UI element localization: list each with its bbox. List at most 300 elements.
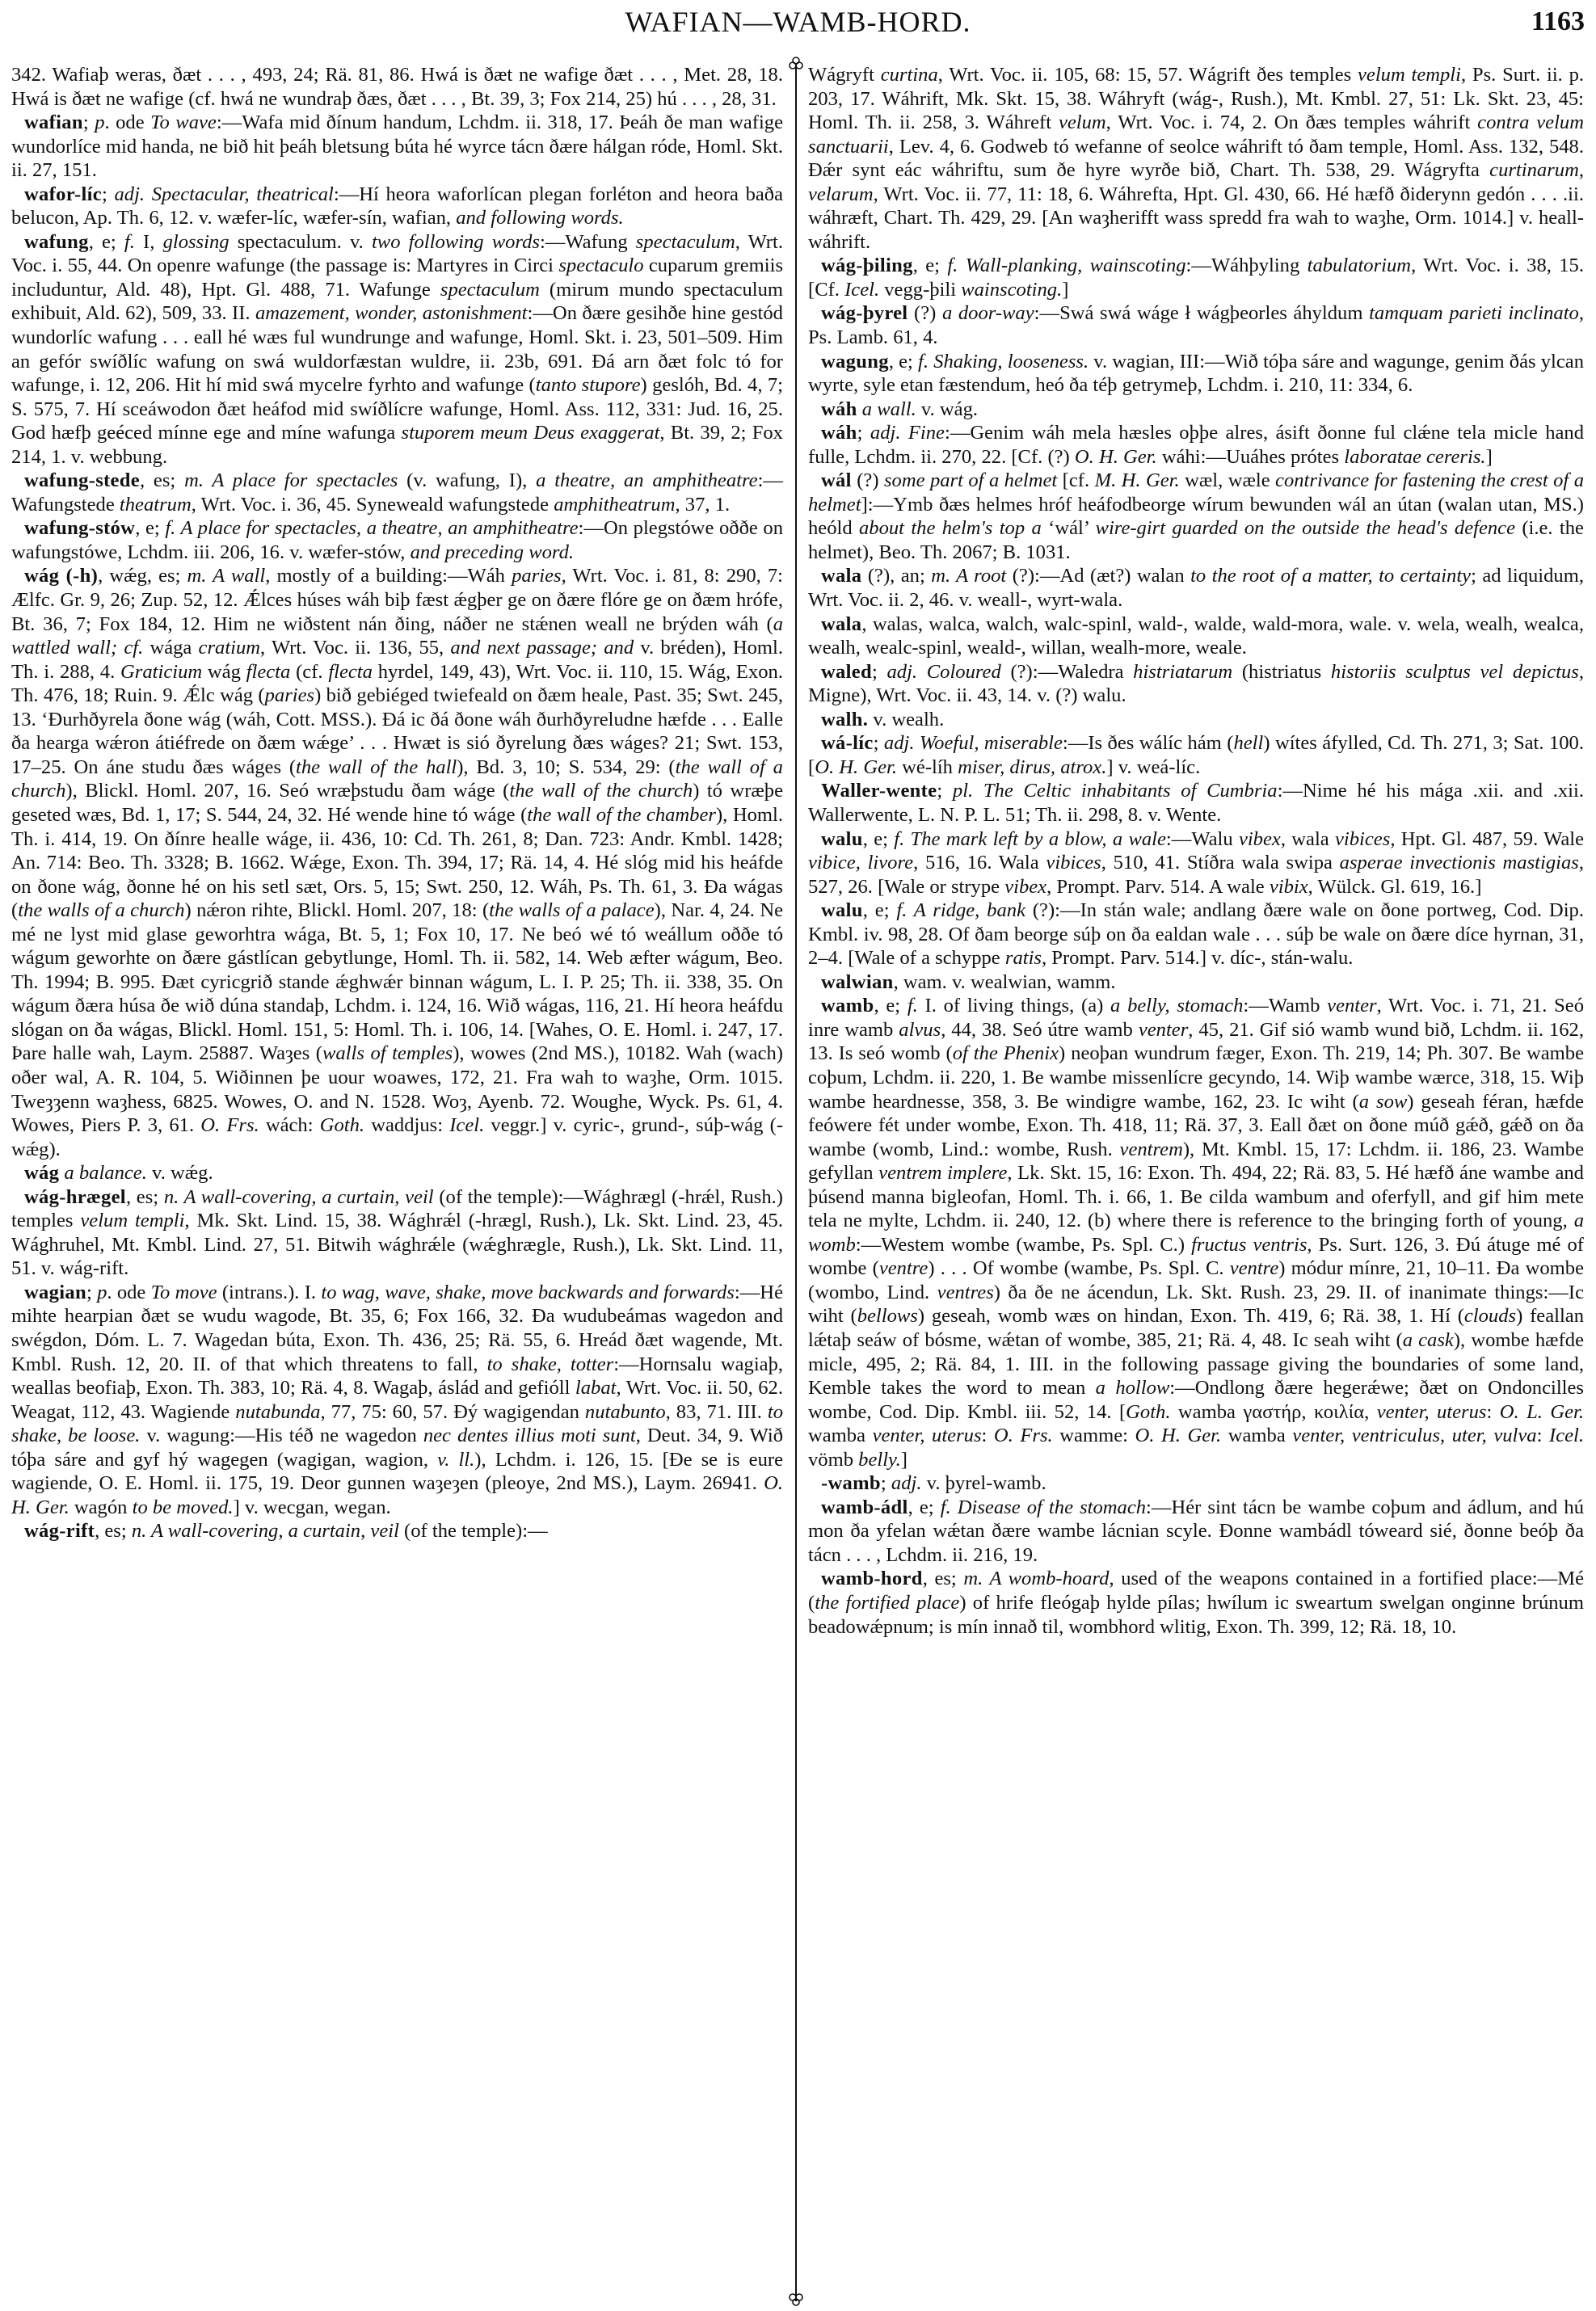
entry-text: ), wombe hæfde micle, 495, 2; Rä. 84, 1. III. in the following passage giving the boundaries of some land, Kemble takes the word to mean — [808, 1328, 1584, 1400]
italic-gloss: the wall of the chamber — [527, 803, 716, 826]
italic-gloss: ventrem implere — [878, 1162, 1008, 1185]
entry-text: , es; — [922, 1568, 964, 1590]
entry-text: ) ða ðe ne ácendun, Lk. Skt. Rush. 23, 29. II. of inanimate things:—Ic wiht ( — [808, 1281, 1584, 1328]
italic-gloss: cratium — [198, 637, 261, 659]
entry-text: , Wrt. Voc. ii. 77, 11: 18, 6. Wáhrefta, Hpt. Gl. 430, 66. Hé hæfð ðiderynn gedón . . . .ii. wáhræft, Chart. Th. 429, 29. [An waȝherifft wass spredd fra wah to waȝhe, Orm. 1014.] v. heall-wáhrift. — [808, 183, 1584, 253]
headword: wál — [821, 469, 852, 492]
italic-gloss: asperae invectionis mastigias — [1339, 852, 1579, 874]
entry-text: wamba — [808, 1425, 873, 1447]
italic-gloss: to be moved. — [132, 1496, 234, 1518]
dictionary-entry — [11, 111, 783, 183]
entry-text: , Lk. Skt. 15, 16: Exon. Th. 494, 22; Rä. 83, 5. Hé hæfð áne wambe and þúsend manna bigleofan, Homl. Th. i. 66, 1. Be cilda wambum and oferfyll, and gif him mete tela ne mylte, Lchdm. ii. 240, 12. (b) where there is reference to the bringing forth of young, — [808, 1162, 1584, 1232]
entry-text: v. þyrel-wamb. — [921, 1472, 1046, 1495]
entry-text: v. wagian, III:—Wið tóþa sáre and wagunge, genim ðás ylcan wyrte, syle etan fæstendum, heó ða téþ getrymeþ, Lchdm. i. 210, 11: 334, 6. — [808, 350, 1584, 397]
entry-text: , 77, 75: 60, 57. Ðý wagigendan — [320, 1400, 585, 1423]
headword: wamb — [821, 995, 874, 1017]
italic-gloss: and next passage; and — [450, 637, 634, 659]
entry-text: I. of living things, (a) — [917, 995, 1111, 1017]
entry-text: ] — [1062, 278, 1069, 301]
entry-text: ), wowes (2nd MS.), 10182. Wah (wach) oðer wal, A. R. 104, 5. Wiðinnen þe uour woawes, 172, 21. Fra wah to waȝhe, Orm. 1015. Tweȝȝenn waȝhess, 6825. Wowes, O. and N. 1528. Woȝ, Ayenb. 72. Woughe, Wyck. Ps. 61, 4. Wowes, Piers P. 3, 61. — [11, 1042, 783, 1137]
headword: wág-þiling — [821, 255, 913, 277]
italic-gloss: vibice, livore — [808, 852, 914, 874]
italic-gloss: Graticium — [120, 660, 203, 683]
italic-gloss: curtinarum, velarum — [808, 159, 1584, 205]
dictionary-entry — [808, 899, 1584, 970]
entry-text: v. wǽg. — [146, 1162, 213, 1185]
italic-gloss: venter, ventriculus, uter, vulva — [1292, 1425, 1537, 1447]
italic-gloss: tamquam parieti inclinato — [1369, 302, 1579, 325]
entry-text: ) . . . Of wombe (wambe, Ps. Spl. C. — [928, 1257, 1230, 1280]
entry-text: , 510, 41. Stíðra wala swipa — [1101, 852, 1340, 874]
entry-text: :—On ðære gesihðe hine gestód wundorlíc wafung . . . eall hé wæs ful wundrunge and wafunge, Homl. Skt. i. 23, 501–509. Him an gefór swíðlíc wafung on swá wuldorfæstan wuldre, ii. 23b, 691. Ðá arn ðæt folc tó for wafunge, i. 12, 206. Hit hí mid swá mycelre fyrhto and wafunge ( — [11, 302, 783, 397]
entry-text: (of the temple):—Wághrægl (-hrǽl, Rush.) temples — [11, 1185, 783, 1232]
entry-text: wách: — [259, 1114, 320, 1137]
entry-text: , Ps. Lamb. 61, 4. — [808, 302, 1585, 349]
entry-text: ), Lchdm. i. 126, 15. [Ðe se is eure wagiende, O. E. Homl. ii. 175, 19. Deor gunnen waȝeȝen (pleoye, 2nd MS.), Laym. 26941. — [11, 1448, 783, 1495]
dictionary-entry — [808, 469, 1584, 564]
entry-text: Wágryft — [808, 64, 881, 86]
italic-gloss: paries — [264, 684, 315, 707]
entry-text: wága — [143, 637, 199, 659]
italic-gloss: the walls of a palace — [489, 899, 655, 922]
italic-gloss: vibices — [1335, 827, 1391, 850]
headword: walu — [821, 827, 863, 850]
entry-text: : — [981, 1425, 994, 1447]
headword: wág-hrægel — [24, 1185, 126, 1208]
italic-gloss: O. H. Ger. — [1074, 445, 1157, 468]
italic-gloss: M. H. Ger. — [1094, 469, 1180, 492]
italic-gloss: wire-girt guarded on the outside the head's defence — [1095, 517, 1515, 540]
entry-text: ), Blickl. Homl. 207, 16. Seó wræþstudu ðam wáge ( — [65, 780, 510, 802]
entry-text: ), Homl. Th. i. 414, 19. On ðínre healle wáge, ii. 436, 10: Cd. Th. 261, 8; Dan. 723: Andr. Kmbl. 1428; An. 714: Beo. Th. 3328; B. 1662. Wǽge, Exon. Th. 394, 17; Rä. 14, 4. Hé slóg mid his heáfde on ðone wág, ðonne hé on his setl sæt, Ors. 5, 15; Swt. 250, 12. Wáh, Ps. Th. 61, 3. Ða wágas ( — [11, 803, 783, 922]
headword: wág-rift — [24, 1520, 95, 1543]
italic-gloss: O. L. Ger. — [1499, 1400, 1585, 1423]
entry-text: ‘wál’ — [1041, 517, 1096, 540]
italic-gloss: about the helm's top a — [858, 517, 1042, 540]
italic-gloss: a balance. — [64, 1162, 147, 1185]
italic-gloss: miser, dirus, atrox. — [958, 756, 1107, 778]
headword: wala — [821, 612, 862, 635]
italic-gloss: m. A womb-hoard — [963, 1568, 1110, 1590]
entry-text: , e; — [88, 230, 124, 253]
entry-text: (intrans.). I. — [217, 1281, 322, 1303]
entry-text: (of the temple):— — [398, 1520, 548, 1543]
entry-text: (cf. — [290, 660, 329, 683]
entry-text: ) neoþan wundrum fæger, Exon. Th. 219, 14; Ph. 307. Be wambe coþum, Lchdm. ii. 220, 1. Be wambe missenlícre gecyndo, 14. Wiþ wambe wærce, 318, 15. Wiþ wambe heardnesse, 358, 3. Be windigre wambe, 162, 23. Ic wiht ( — [808, 1042, 1584, 1113]
running-head: WAFIAN—WAMB-HORD. — [625, 6, 971, 38]
italic-gloss: m. A wall — [187, 565, 266, 587]
dictionary-entry — [808, 1567, 1584, 1639]
italic-gloss: historiis sculptus vel depictus — [1330, 660, 1579, 683]
italic-gloss: f. A place for spectacles, a theatre, an amphitheatre — [165, 517, 579, 540]
entry-continuation — [808, 63, 1584, 254]
entry-text: 342. Wafiaþ weras, ðæt . . . , 493, 24; Rä. 81, 86. Hwá is ðæt ne wafige ðæt . . . , Met. 28, 18. Hwá is ðæt ne wafige (cf. hwá ne wundraþ ðæs, ðæt . . . , Bt. 39, 3; Fox 214, 25) hú . . . , 28, 31. — [11, 64, 783, 110]
entry-text: ) módur mínre, 21, 10–11. Ða wombe (wombo, Lind. — [808, 1257, 1584, 1303]
dictionary-entry — [808, 1471, 1584, 1496]
entry-text: , Hpt. Gl. 487, 59. Wale — [1390, 827, 1584, 850]
entry-text: :—Hér sint tácn be wambe coþum and ádlum, and hú mon ða yfelan wǽtan ðære wambe lácnian scyle. Ðonne wambádl tóweard sié, ðonne beóþ ða tácn . . . , Lchdm. ii. 216, 19. — [808, 1496, 1585, 1566]
italic-gloss: curtina — [880, 64, 938, 86]
entry-text: :—Westem wombe (wambe, Ps. Spl. C.) — [855, 1233, 1192, 1256]
italic-gloss: n. A wall-covering, a curtain, veil — [131, 1520, 399, 1543]
italic-gloss: flecta — [246, 660, 291, 683]
italic-gloss: vibices — [1046, 852, 1101, 874]
entry-text: , e; — [135, 517, 166, 540]
entry-continuation — [11, 63, 783, 111]
entry-text: , 83, 71. III. — [665, 1400, 768, 1423]
dictionary-entry — [11, 564, 783, 1161]
entry-text: ) feallan lǽtaþ seáw of bósme, wǽtan of wombe, 385, 21; Rä. 4, 48. Ic seah wiht ( — [808, 1305, 1584, 1351]
italic-gloss: a wall. — [861, 398, 916, 420]
italic-gloss: nutabunto — [584, 1400, 666, 1423]
entry-text: , Wrt. Voc. ii. 105, 68: 15, 57. Wágrift ðes temples — [937, 64, 1358, 86]
entry-text: :—Wamb — [1243, 995, 1328, 1017]
italic-gloss: adj. Fine — [870, 422, 945, 444]
entry-text: , used of the weapons contained in a fortified place:—Mé ( — [808, 1568, 1585, 1614]
italic-gloss: fructus ventris — [1191, 1233, 1308, 1256]
italic-gloss: f. — [124, 230, 135, 253]
entry-text: wág — [202, 660, 246, 683]
italic-gloss: belly. — [858, 1448, 901, 1471]
entry-text: , es; — [139, 469, 185, 492]
headword: wafor-líc — [24, 183, 103, 205]
entry-text: :—Hí heora waforlícan plegan forléton and heora baða belucon, Ap. Th. 6, 12. v. wæfer-líc, wæfer-sín, wafian, — [11, 183, 784, 229]
entry-text: , Wrt. Voc. i. 71, 21. Seó inre wamb — [808, 995, 1585, 1041]
headword: wagian — [24, 1281, 86, 1303]
entry-text: :—Is ðes wálíc hám ( — [1062, 732, 1234, 755]
italic-gloss: O. H. Ger. — [815, 756, 897, 778]
headword: wág (-h) — [24, 565, 99, 587]
entry-text: , Bt. 39, 2; Fox 214, 1. v. webbung. — [11, 422, 783, 468]
entry-text: wamme: — [1052, 1425, 1135, 1447]
entry-text: ; ad liquidum, Wrt. Voc. ii. 2, 46. v. weall-, wyrt-wala. — [808, 565, 1584, 612]
dictionary-entry — [11, 1161, 783, 1185]
entry-text: ; — [873, 732, 884, 755]
entry-text: , Wrt. Voc. i. 55, 44. On openre wafunge (the passage is: Martyres in Circi — [11, 230, 783, 277]
entry-text: , Prompt. Parv. 514. A wale — [1046, 875, 1270, 898]
italic-gloss: a hollow — [1095, 1377, 1170, 1400]
italic-gloss: contra velum sanctuarii — [808, 112, 1584, 158]
entry-text: ), Bd. 3, 10; S. 534, 29: ( — [457, 756, 676, 778]
entry-text: ; — [880, 1472, 891, 1495]
italic-gloss: ratis — [1004, 947, 1042, 970]
italic-gloss: adj. Coloured — [886, 660, 1001, 683]
dictionary-entry — [808, 970, 1584, 995]
italic-gloss: nec dentes illius moti sunt — [423, 1425, 636, 1447]
italic-gloss: p — [95, 112, 105, 134]
entry-text: , Wrt. Voc. i. 38, 15. [Cf. — [808, 255, 1584, 301]
entry-text: ; — [102, 183, 115, 205]
dictionary-entry — [808, 708, 1584, 732]
entry-text: , wǽg, es; — [98, 565, 187, 587]
headword: wág-þyrel — [821, 302, 908, 325]
dictionary-entry — [11, 1281, 783, 1519]
italic-gloss: a theatre, an amphitheatre — [536, 469, 758, 492]
italic-gloss: of the Phenix — [952, 1042, 1059, 1065]
italic-gloss: f. Shaking, looseness. — [918, 350, 1089, 373]
entry-text: ] v. weá-líc. — [1106, 756, 1201, 778]
italic-gloss: Goth. — [319, 1114, 365, 1137]
italic-gloss: ventrem — [1119, 1138, 1183, 1160]
italic-gloss: m. A place for spectacles — [184, 469, 398, 492]
entry-text: (i.e. the helmet), Beo. Th. 2067; B. 1031. — [808, 517, 1584, 563]
italic-gloss: p — [97, 1281, 107, 1303]
entry-text: , Ps. Surt. ii. p. 203, 17. Wáhrift, Mk. Skt. 15, 38. Wáhryft (wág-, Rush.), Mt. Kmbl. 27, 51: Lk. Skt. 23, 45: Homl. Th. ii. 258, 3. Wáhreft — [808, 64, 1585, 134]
entry-text: , Wülck. Gl. 619, 16.] — [1308, 875, 1482, 898]
headword: wafung — [24, 230, 89, 253]
italic-gloss: some part of a helmet — [883, 469, 1058, 492]
entry-text: wæl, wæle — [1179, 469, 1276, 492]
italic-gloss: vibix — [1269, 875, 1308, 898]
dictionary-entry — [808, 398, 1584, 422]
headword: -wamb — [821, 1472, 881, 1495]
entry-text: , es; — [125, 1185, 164, 1208]
divider-ornament-top-icon — [787, 57, 805, 74]
italic-gloss: adj. Spectacular, theatrical — [114, 183, 334, 205]
italic-gloss: velum — [1058, 112, 1106, 134]
italic-gloss: To move — [150, 1281, 217, 1303]
entry-text: . ode — [104, 112, 151, 134]
italic-gloss: alvus — [899, 1018, 941, 1041]
italic-gloss: to wag, wave, shake, move backwards and forwards — [321, 1281, 735, 1303]
page-header — [0, 0, 1596, 48]
entry-text: v. bréden), Homl. Th. i. 288, 4. — [11, 637, 783, 683]
column-divider — [795, 63, 797, 2301]
italic-gloss: ventre — [878, 1257, 929, 1280]
dictionary-entry — [11, 1185, 783, 1281]
italic-gloss: spectaculum — [440, 278, 540, 301]
entry-text: (histriatus — [1232, 660, 1331, 683]
entry-text: (v. wafung, I), — [398, 469, 537, 492]
italic-gloss: nutabunda — [235, 1400, 321, 1423]
entry-text: , mostly of a building:—Wáh — [265, 565, 512, 587]
entry-text: :—Nime hé his mága .xii. and .xii. Wallerwente, L. N. P. L. 51; Th. ii. 298, 8. v. Wente. — [808, 780, 1584, 826]
italic-gloss: a belly, stomach — [1110, 995, 1244, 1017]
italic-gloss: venter, uterus — [1376, 1400, 1487, 1423]
entry-text: :—Genim wáh mela hæsles oþþe alres, ásift ðonne ful clǽne tela micle hand fulle, Lchdm. ii. 270, 22. [Cf. (?) — [808, 422, 1585, 468]
italic-gloss: To wave — [150, 112, 217, 134]
italic-gloss: adj. Woeful, miserable — [883, 732, 1063, 755]
italic-gloss: and following words. — [456, 207, 624, 229]
italic-gloss: O. H. Ger. — [1135, 1425, 1222, 1447]
italic-gloss: ventre — [1229, 1257, 1279, 1280]
italic-gloss: f. Wall-planking, wainscoting — [947, 255, 1186, 277]
entry-text: , Wrt. Voc. i. 81, 8: 290, 7: Ælfc. Gr. 9, 26; Zup. 52, 12. Ǽlces húses wáh biþ fæst ǽgþer ge on ðære flóre ge on ðæm hrófe, Bt. 36, 7; Fox 184, 12. Him ne wiðstent nán ðing, náðer ne stǽnen weall ne brýden wáh ( — [11, 565, 784, 635]
italic-gloss: venter — [1327, 995, 1377, 1017]
entry-text: , e; — [888, 350, 919, 373]
headword: wafian — [24, 112, 83, 134]
entry-text: , Wrt. Voc. ii. 50, 62. Weagat, 112, 43. Wagiende — [11, 1377, 783, 1423]
italic-gloss: bellows — [857, 1305, 918, 1328]
entry-text: wagón — [69, 1496, 133, 1518]
headword: wafung-stów — [24, 517, 136, 540]
entry-text: : — [1486, 1400, 1500, 1423]
entry-text: ; — [937, 780, 953, 802]
entry-text: ; — [86, 1281, 98, 1303]
italic-gloss: the fortified place — [815, 1592, 960, 1614]
entry-text: ) geseah féran, hæfde feówere fét under wombe, Exon. Th. 418, 11; Rä. 37, 3. Eall ðæt on ðone múð gǽð, gǽð on ða wambe (womb, Lind.: wombe, Rush. — [808, 1090, 1585, 1160]
dictionary-entry — [808, 994, 1584, 1471]
italic-gloss: the wall of the church — [509, 780, 693, 802]
entry-text: :—Swá swá wáge ł wágþeorles áhyldum — [1034, 302, 1370, 325]
entry-text: (?):—In stán wale; andlang ðære wale on ðone portweg, Cod. Dip. Kmbl. iv. 98, 28. Of ðam beorge súþ on ða ealdan wale . . . súþ be wale on ðære díce hyrnan, 31, 2–4. [Wale of a schyppe — [808, 899, 1584, 970]
headword: waled — [821, 660, 872, 683]
headword: wamb-ádl — [821, 1496, 908, 1518]
dictionary-entry — [808, 254, 1584, 301]
entry-text: ) of hrife fleógaþ hylde pílas; hwílum ic sweartum swelgan onginne brúnum beadowǽpnum; is mín innað til, wombhord wlitig, Exon. Th. 399, 12; Rä. 18, 10. — [808, 1592, 1584, 1638]
headword: wamb-hord — [821, 1568, 923, 1590]
dictionary-entry — [11, 1519, 783, 1543]
dictionary-entry — [808, 731, 1584, 779]
italic-gloss: two following words — [371, 230, 540, 253]
entry-text: , Lev. 4, 6. Godweb tó wefanne of seolce wáhrift tó ðam temple, Homl. Ass. 132, 548. Ðǽr synt eác wáhriftu, sum ðe hyre wyrðe bið, Chart. Th. 538, 29. Wágryfta — [808, 135, 1584, 182]
entry-text: (?), an; — [861, 565, 932, 587]
headword: wág — [24, 1162, 60, 1185]
entry-text: , e; — [862, 827, 895, 850]
italic-gloss: laboratae cereris. — [1344, 445, 1486, 468]
italic-gloss: Goth. — [1126, 1400, 1171, 1423]
entry-text: :—On plegstówe oððe on wafungstówe, Lchdm. iii. 206, 16. v. wæfer-stów, — [11, 517, 783, 563]
italic-gloss: to shake, be loose. — [11, 1400, 783, 1447]
italic-gloss: a womb — [808, 1210, 1584, 1256]
entry-text: ) nǽron rihte, Blickl. Homl. 207, 18: ( — [184, 899, 490, 922]
entry-text: spectaculum. v. — [229, 230, 372, 253]
headword: Waller-wente — [821, 780, 937, 802]
entry-text: , Ps. Surt. 126, 3. Ðú átuge mé of wombe ( — [808, 1233, 1584, 1280]
dictionary-entry — [808, 564, 1584, 612]
italic-gloss: theatrum — [119, 493, 192, 516]
italic-gloss: vibex — [1238, 827, 1281, 850]
entry-text: ), Nar. 4, 24. Ne mé ne lyst mid glase geworhtra wága, Bt. 5, 1; Fox 10, 17. Ne beó wé tó weállum oððe tó wágum geworhte on ðære gástlícan gebytlunge, Homl. Th. ii. 582, 14. Web æfter wágum, Beo. Th. 1994; B. 995. Ðæt cyricgrið stande ǽghwǽr binnan wágum, L. I. P. 25; Th. ii. 338, 35. On wágum ðæra húsa ðe wið dúna standaþ, Lchdm. i. 124, 16. Wið wágas, 116, 21. Hí heora heáfdu slógan on ða wágas, Blickl. Homl. 151, 5: Homl. Th. i. 106, 14. [Wahes, O. E. Homl. i. 247, 17. Þare halle wah, Laym. 25887. Waȝes ( — [11, 899, 783, 1065]
entry-text: (mirum mundo spectaculum exhibuit, Ald. 62), 509, 33. II. — [11, 278, 784, 325]
italic-gloss: velum templi — [80, 1210, 185, 1232]
entry-text: [cf. — [1057, 469, 1095, 492]
entry-text: ) geslóh, Bd. 4, 7; S. 575, 7. Hí sceáwodon ðæt heáfod mid swíðlícre wafunge, Homl. Ass. 112, 331: Jud. 16, 25. God hæfþ geéced mínne ege and míne wafunga — [11, 374, 783, 444]
entry-text: wé-líh — [897, 756, 958, 778]
entry-text: v. wagung:—His téð ne wagedon — [140, 1425, 423, 1447]
italic-gloss: clouds — [1463, 1305, 1517, 1328]
left-column — [11, 63, 783, 1543]
entry-text: :—Hé mihte hearpian ðæt se wudu wagode, Bt. 35, 6; Fox 166, 32. Ða wudubeámas wagedon and swégdon, Dóm. L. 7. Wagedan búta, Exon. Th. 436, 25; Rä. 55, 6. Hreád ðæt wagende, Mt. Kmbl. Rush. 12, 20. II. of that which threatens to fall, — [11, 1281, 783, 1375]
entry-text: ] — [1485, 445, 1493, 468]
italic-gloss: venter — [1138, 1018, 1189, 1041]
entry-text: , 37, 1. — [675, 493, 731, 516]
right-column — [808, 63, 1584, 1639]
entry-text: :—Walu — [1165, 827, 1239, 850]
italic-gloss: and preceding word. — [410, 541, 575, 563]
entry-text: (?) — [907, 302, 942, 325]
headword: wáh — [821, 398, 857, 420]
italic-gloss: the wall of the hall — [296, 756, 457, 778]
headword: wala — [821, 565, 862, 587]
entry-text: , 527, 26. [Wale or strype — [808, 852, 1584, 898]
entry-text: (?) — [851, 469, 884, 492]
entry-text: (?):—Ad (æt?) walan — [1006, 565, 1191, 587]
entry-text: I, — [134, 230, 163, 253]
italic-gloss: f. Disease of the stomach — [940, 1496, 1147, 1518]
entry-text: , 516, 16. Wala — [913, 852, 1046, 874]
italic-gloss: spectaculo — [558, 255, 644, 277]
italic-gloss: labat — [575, 1377, 617, 1400]
entry-text: , e; — [912, 255, 948, 277]
italic-gloss: v. ll. — [437, 1448, 475, 1471]
italic-gloss: hell — [1233, 732, 1264, 755]
headword: walu — [821, 899, 863, 922]
entry-text: :—Hornsalu wagiaþ, weallas beofiaþ, Exon. Th. 383, 10; Rä. 4, 8. Wagaþ, áslád and gefióll — [11, 1353, 784, 1400]
dictionary-entry — [808, 612, 1584, 660]
entry-text: ), Mt. Kmbl. 15, 17: Lchdm. ii. 186, 23. Wambe gefyllan — [808, 1138, 1584, 1185]
italic-gloss: amazement, wonder, astonishment — [255, 302, 528, 325]
italic-gloss: a door-way — [941, 302, 1034, 325]
italic-gloss: pl. The Celtic inhabitants of Cumbria — [952, 780, 1278, 802]
italic-gloss: adj. — [891, 1472, 922, 1495]
italic-gloss: Icel. — [844, 278, 880, 301]
italic-gloss: glossing — [162, 230, 230, 253]
entry-text: vömb — [808, 1448, 859, 1471]
italic-gloss: a sow — [1358, 1090, 1408, 1113]
entry-text: veggr.] v. cyric-, grund-, súþ-wág (-wǽg). — [11, 1114, 784, 1160]
entry-text: ) geseah, womb wæs on hindan, Exon. Th. 419, 6; Rä. 38, 1. Hí ( — [917, 1305, 1464, 1328]
entry-text: ) wítes áfylled, Cd. Th. 271, 3; Sat. 100. [ — [808, 732, 1585, 778]
headword: walh. — [821, 708, 869, 730]
italic-gloss: walls of temples — [322, 1042, 453, 1065]
entry-text: ) tó wræþe geseted wæs, Bd. 1, 17; S. 544, 24, 32. Hé wende hine tó wáge ( — [11, 780, 783, 826]
headword: wá-líc — [821, 732, 874, 755]
entry-text: , Wrt. Voc. i. 36, 45. Syneweald wafungstede — [191, 493, 554, 516]
italic-gloss: wainscoting. — [961, 278, 1063, 301]
entry-text: , Mk. Skt. Lind. 15, 38. Wághrǽl (-hrægl, Rush.), Lk. Skt. Lind. 23, 45. Wághruhel, Mt. Kmbl. Lind. 27, 51. Bitwih wághrǽle (wǽghrægle, Rush.), Lk. Skt. Lind. 11, 51. v. wág-rift. — [11, 1210, 783, 1280]
headword: walwian — [821, 970, 894, 993]
italic-gloss: O. Frs. — [200, 1114, 259, 1137]
italic-gloss: the walls of a church — [18, 899, 185, 922]
entry-text: :—Wafung — [539, 230, 636, 253]
italic-gloss: m. A root — [931, 565, 1007, 587]
entry-text: ] — [900, 1448, 907, 1471]
entry-text: , e; — [874, 995, 907, 1017]
italic-gloss: the wall of a church — [11, 756, 783, 802]
italic-gloss: venter, uterus — [872, 1425, 982, 1447]
italic-gloss: O. Frs. — [993, 1425, 1053, 1447]
entry-text: v. wealh. — [868, 708, 945, 730]
entry-text: ) bið gebiéged twiefeald on ðæm heale, Past. 35; Swt. 245, 13. ‘Ðurhðyrela ðone wág (wáh, Cott. MSS.). Ðá ic ðá ðone wáh ðurhðyreludne hæfde . . . Ealle ða hearga wǽron átiéfrede on ðæm wǽge’ . . . Hwæt is sió ðyrelung ðæs wáges? 21; Swt. 153, 17–25. On áne studu ðæs wáges ( — [11, 684, 783, 778]
italic-gloss: stuporem meum Deus exaggerat — [401, 422, 660, 444]
entry-text: , e; — [907, 1496, 941, 1518]
entry-text: :—Wafungstede — [11, 469, 783, 516]
entry-text: , Prompt. Parv. 514.] v. díc-, stán-walu. — [1041, 947, 1354, 970]
page-number: 1163 — [1531, 6, 1585, 36]
entry-text: (?):—Waledra — [1000, 660, 1134, 683]
italic-gloss: amphitheatrum — [554, 493, 676, 516]
dictionary-entry — [11, 469, 783, 516]
dictionary-entry — [808, 660, 1584, 708]
italic-gloss: O. H. Ger. — [11, 1472, 783, 1518]
entry-text: :—Wáhþyling — [1185, 255, 1308, 277]
italic-gloss: a cask — [1402, 1328, 1454, 1351]
entry-text: ] v. wecgan, wegan. — [233, 1496, 391, 1518]
italic-gloss: to shake, totter — [486, 1353, 614, 1375]
entry-text: , walas, walca, walch, walc-spinl, wald-, walde, wald-mora, wale. v. wela, wealh, wealca, wealh, wealc-spinl, weald-, willan, wealh-more, weale. — [808, 612, 1584, 659]
entry-text: , wala — [1280, 827, 1336, 850]
entry-text: wáhi:—Uuáhes prótes — [1156, 445, 1345, 468]
dictionary-entry — [808, 1496, 1584, 1568]
italic-gloss: a wattled wall; cf. — [11, 612, 783, 659]
entry-text: , e; — [862, 899, 897, 922]
entry-text: v. wág. — [916, 398, 979, 420]
italic-gloss: f. A ridge, bank — [896, 899, 1025, 922]
entry-text: :—Wafa mid ðínum handum, Lchdm. ii. 318, 17. Þeáh ðe man wafige wundorlíce mid handa, ne bið hit þeáh bletsung búta hé wyrce tácn ðære hálgan róde, Homl. Skt. ii. 27, 151. — [11, 112, 783, 182]
entry-text: ; — [871, 660, 887, 683]
entry-text: vegg-þili — [879, 278, 962, 301]
